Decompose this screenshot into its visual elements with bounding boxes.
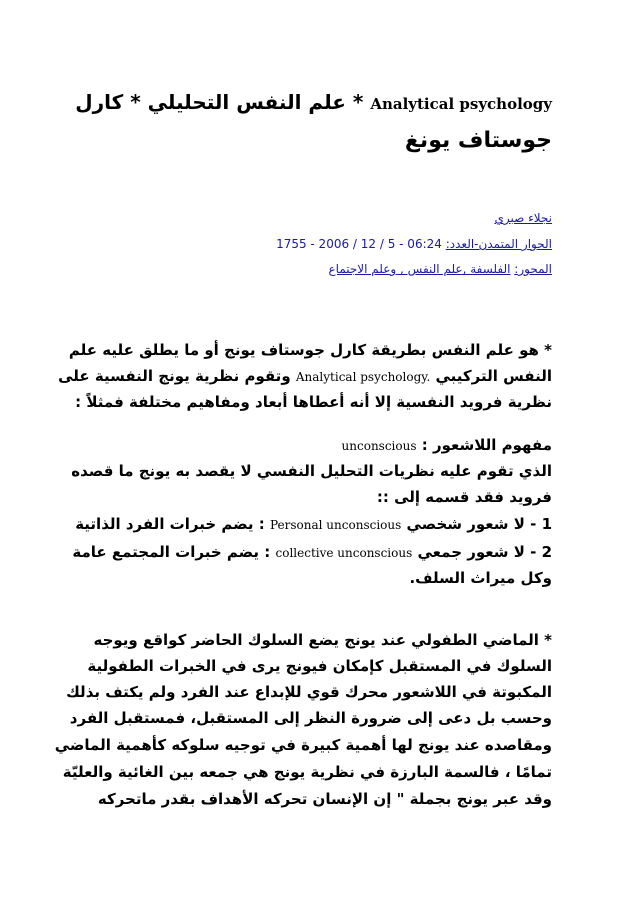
para2-line-1-ar: مفهوم اللاشعور : (421, 436, 552, 454)
para2-line-1-en: unconscious (341, 439, 417, 453)
title-english: Analytical psychology (370, 95, 552, 113)
para1-line-2 (58, 367, 552, 385)
item2-ar-a: 2 - لا شعور جمعي (417, 543, 552, 561)
author-link[interactable]: نجلاء صبري (494, 211, 552, 225)
item1-ar-b: : يضم خبرات الفرد الذاتية (75, 515, 265, 533)
axis-link[interactable]: الفلسفة ,علم النفس , وعلم الاجتماع (328, 262, 511, 276)
para1-line-2-ar-a: النفس التركيبي (435, 367, 552, 385)
para2-item-1 (75, 515, 552, 533)
para1-line-2-en: Analytical psychology. (295, 370, 431, 384)
dialog-issue-value: 1755 - 2006 / 12 / 5 - 06:24 (276, 237, 442, 251)
para3-line-6: تمامًا ، فالسمة البارزة في نظرية يونج هي جمعه بين الغائية والعليّة (62, 763, 552, 781)
title-line-2: جوستاف يونغ (404, 128, 552, 153)
dialog-link[interactable]: الحوار المتمدن-العدد: (445, 237, 552, 251)
para1-line-3: نظرية فرويد النفسية إلا أنه أعطاها أبعاد ومفاهيم مختلفة فمثلاً : (75, 393, 552, 411)
para3-line-7: وقد عبر يونج بجملة " إن الإنسان تحركه الأهداف بقدر ماتحركه (97, 790, 552, 808)
author-link-line (494, 211, 552, 225)
para2-line-3: فرويد فقد قسمه إلى :: (376, 488, 552, 506)
para2-line-2: الذي تقوم عليه نظريات التحليل النفسي لا يقصد به يونج ما قصده (71, 462, 552, 480)
para2-item-2 (72, 543, 552, 561)
para2-line-6: وكل ميراث السلف. (409, 569, 552, 587)
para1-line-2-ar-b: وتقوم نظرية يونج النفسية على (58, 367, 291, 385)
para3-line-3: المكبوتة في اللاشعور محرك قوي للإبداع عند الفرد ولم يكتف بذلك (66, 683, 552, 701)
item2-ar-b: : يضم خبرات المجتمع عامة (72, 543, 271, 561)
item1-ar-a: 1 - لا شعور شخصي (406, 515, 552, 533)
dialog-issue-line (276, 237, 552, 251)
title-arabic: * علم النفس التحليلي * كارل (75, 90, 364, 114)
para3-line-1: * الماضي الطفولي عند يونج يضع السلوك الحاضر كواقع ويوجه (93, 631, 552, 649)
para3-line-2: السلوك في المستقبل كإمكان فيونج يرى في الخبرات الطفولية (87, 657, 552, 675)
para3-line-4: وحسب بل دعى إلى ضرورة النظر إلى المستقبل، فمستقبل الفرد (69, 709, 552, 727)
item2-en: collective unconscious (275, 546, 413, 560)
item1-en: Personal unconscious (270, 518, 402, 532)
axis-label: المحور: (514, 262, 552, 276)
axis-line (329, 262, 552, 276)
para1-line-1: * هو علم النفس بطريقة كارل جوستاف يونج أو ما يطلق عليه علم (68, 341, 552, 359)
para2-line-1 (342, 436, 552, 454)
title-line-1 (75, 90, 552, 114)
para3-line-5: ومقاصده عند يونج لها أهمية كبيرة في توجيه سلوكه كأهمية الماضي (54, 736, 552, 754)
